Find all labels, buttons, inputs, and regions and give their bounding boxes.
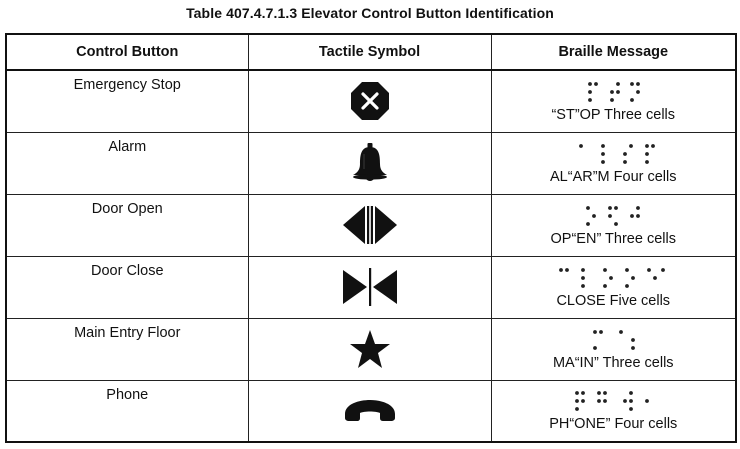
braille-message: MA“IN” Three cells	[552, 354, 674, 371]
elevator-button-table	[5, 33, 737, 443]
braille-dots	[553, 266, 673, 292]
table-row	[6, 132, 736, 194]
table-row	[6, 318, 736, 380]
bell-icon	[349, 142, 391, 184]
control-button-name: Door Open	[91, 200, 163, 217]
table-row	[6, 194, 736, 256]
door-close-icon	[341, 266, 399, 308]
table-header-row	[6, 34, 736, 70]
control-button-name: Emergency Stop	[73, 77, 181, 93]
braille-dots	[568, 204, 658, 230]
braille-message: AL“AR”M Four cells	[550, 168, 677, 185]
header-braille-message: Braille Message	[491, 34, 736, 70]
table-row	[6, 380, 736, 442]
phone-icon	[341, 396, 399, 426]
control-button-name: Door Close	[90, 262, 164, 279]
braille-dots	[573, 328, 653, 354]
table-title: Table 407.4.7.1.3 Elevator Control Button Identification	[186, 5, 554, 21]
braille-dots	[563, 142, 663, 168]
star-icon	[348, 328, 392, 370]
table-row	[6, 256, 736, 318]
table-row	[6, 70, 736, 132]
door-open-icon	[341, 204, 399, 246]
braille-message: “ST”OP Three cells	[551, 106, 676, 123]
control-button-name: Phone	[106, 386, 149, 403]
header-control-button: Control Button	[6, 34, 248, 70]
braille-dots	[563, 389, 663, 415]
emergency-stop-icon	[349, 80, 391, 122]
control-button-name: Main Entry Floor	[74, 324, 181, 341]
braille-message: OP“EN” Three cells	[550, 230, 676, 247]
braille-dots	[568, 80, 658, 106]
braille-message: CLOSE Five cells	[556, 292, 671, 309]
braille-message: PH“ONE” Four cells	[549, 416, 678, 433]
header-tactile-symbol: Tactile Symbol	[248, 34, 491, 70]
control-button-name: Alarm	[108, 138, 147, 155]
